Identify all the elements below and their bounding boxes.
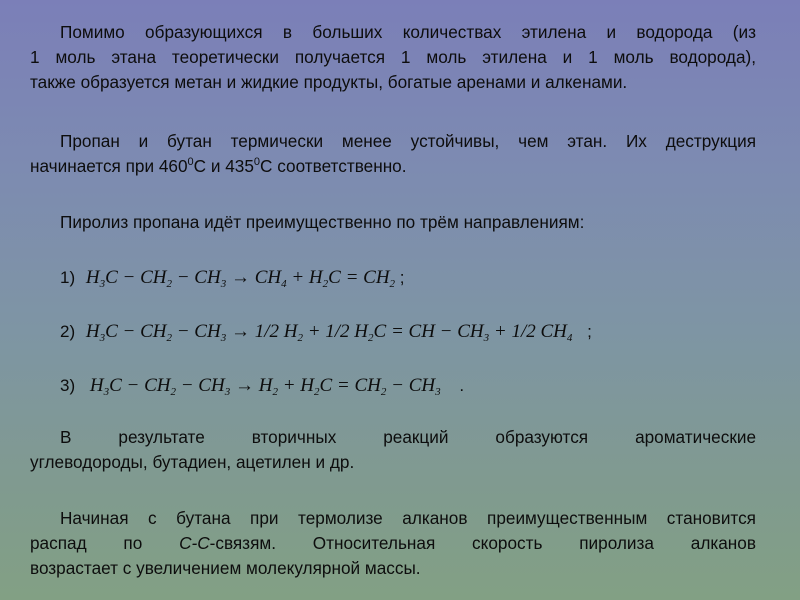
formula-fragment: C − CH	[105, 321, 167, 342]
formula-fragment: C = CH − CH	[373, 321, 484, 342]
paragraph-butane-thermolysis	[30, 506, 756, 581]
paragraph-line: Пропан и бутан термически менее устойчивы, чем этан. Их деструкция	[60, 131, 756, 151]
text-fragment: С соответственно.	[260, 156, 407, 176]
formula-subscript: 2	[166, 332, 172, 344]
equation-number: 1)	[60, 268, 76, 287]
equation-formula	[86, 267, 395, 288]
paragraph-line: Пиролиз пропана идёт преимущественно по трём направлениям:	[60, 212, 585, 232]
formula-subscript: 3	[435, 386, 441, 398]
equation-terminator: .	[454, 376, 465, 395]
degree-superscript: 0	[253, 156, 261, 168]
formula-fragment: − CH	[175, 375, 225, 396]
formula-subscript: 3	[220, 332, 227, 344]
text-fragment: распад по	[30, 533, 180, 553]
formula-subscript: 2	[272, 386, 278, 398]
text-fragment: -связям. Относительная скорость пиролиза алканов	[209, 533, 756, 553]
paragraph-line-temperatures	[30, 154, 756, 179]
formula-fragment: + 1/2 CH	[489, 321, 567, 342]
paragraph-line: В результате вторичных реакций образуются ароматические	[60, 427, 756, 447]
text-fragment: начинается при 460	[30, 156, 188, 176]
paragraph-line: 1 моль этана теоретически получается 1 моль этилена и 1 моль водорода),	[30, 47, 756, 67]
formula-subscript: 2	[313, 386, 320, 398]
paragraph-line: также образуется метан и жидкие продукты, богатые аренами и алкенами.	[30, 72, 628, 92]
paragraph-propane-pyrolysis-intro	[30, 210, 756, 235]
formula-subscript: 2	[380, 386, 387, 398]
formula-subscript: 3	[103, 386, 110, 398]
formula-fragment: H	[89, 375, 104, 396]
equation-1	[60, 265, 405, 291]
formula-fragment: C = CH	[319, 375, 381, 396]
paragraph-ethane-products	[30, 20, 756, 95]
equation-terminator: ;	[395, 268, 405, 287]
formula-subscript: 3	[224, 386, 231, 398]
formula-fragment: H	[85, 321, 100, 342]
paragraph-line: возрастает с увеличением молекулярной массы.	[30, 558, 421, 578]
formula-subscript: 4	[566, 332, 573, 344]
formula-subscript: 2	[297, 332, 303, 344]
paragraph-line: Начиная с бутана при термолизе алканов преимущественным становится	[60, 508, 756, 528]
formula-fragment: H	[85, 267, 100, 288]
formula-subscript: 2	[322, 278, 329, 290]
equation-number: 3)	[60, 376, 76, 395]
equation-terminator: ;	[582, 322, 592, 341]
formula-fragment: → CH	[226, 267, 282, 288]
formula-fragment: C − CH	[109, 375, 171, 396]
formula-fragment: + H	[277, 375, 314, 396]
degree-superscript: 0	[187, 156, 194, 168]
equation-number: 2)	[60, 322, 76, 341]
paragraph-propane-butane-stability	[30, 129, 756, 179]
cc-bond-italic: С-С	[179, 533, 210, 553]
equation-formula	[90, 375, 441, 396]
formula-fragment: C − CH	[105, 267, 167, 288]
formula-fragment: + 1/2 H	[302, 321, 369, 342]
formula-fragment: − CH	[171, 267, 221, 288]
slide-content	[30, 16, 756, 586]
formula-fragment: + H	[286, 267, 323, 288]
formula-fragment: − CH	[171, 321, 221, 342]
paragraph-line: углеводороды, бутадиен, ацетилен и др.	[30, 452, 355, 472]
paragraph-line: Помимо образующихся в больших количествах этилена и водорода (из	[60, 22, 756, 42]
formula-fragment: → 1/2 H	[226, 321, 298, 342]
formula-fragment: C = CH	[328, 267, 390, 288]
formula-subscript: 3	[99, 332, 106, 344]
formula-subscript: 3	[99, 278, 106, 290]
text-fragment: С и 435	[193, 156, 254, 176]
formula-subscript: 2	[389, 278, 396, 290]
formula-subscript: 2	[170, 386, 176, 398]
formula-subscript: 2	[166, 278, 172, 290]
formula-fragment: − CH	[386, 375, 436, 396]
equation-2	[60, 319, 592, 345]
formula-subscript: 3	[483, 332, 490, 344]
formula-subscript: 4	[281, 278, 287, 290]
paragraph-secondary-reactions	[30, 425, 756, 475]
equation-formula	[86, 321, 573, 342]
formula-fragment: → H	[230, 375, 273, 396]
formula-subscript: 3	[220, 278, 227, 290]
paragraph-line-cc-bonds	[30, 531, 756, 556]
equation-3	[60, 373, 464, 399]
formula-subscript: 2	[368, 332, 374, 344]
